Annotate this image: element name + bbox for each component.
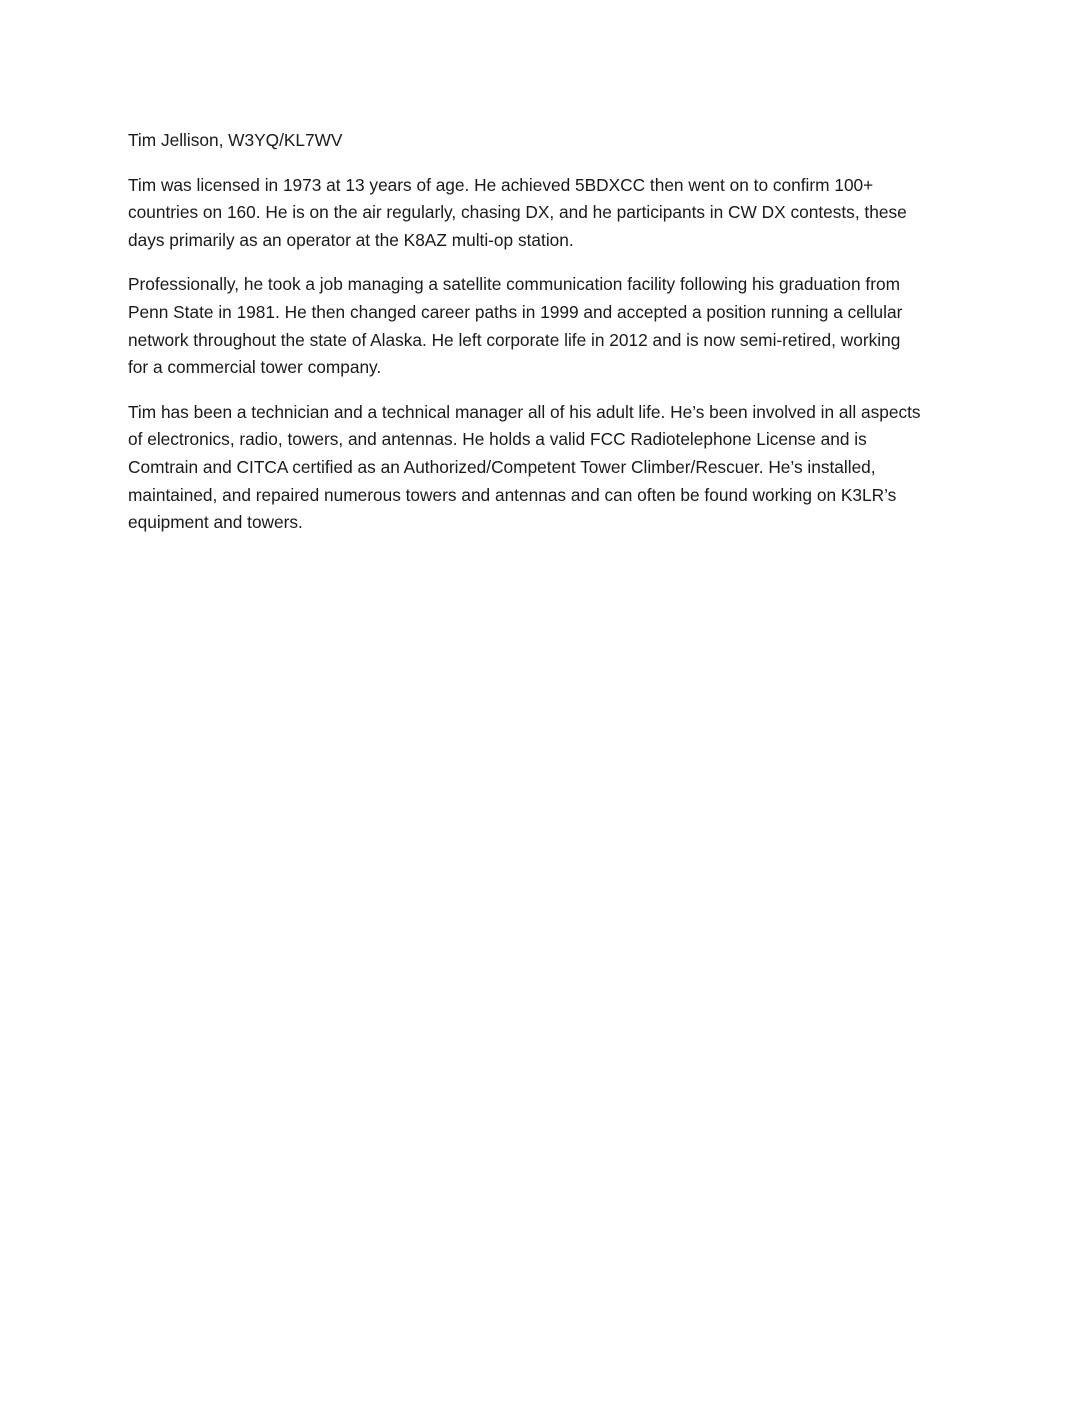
paragraph-line: Penn State in 1981. He then changed career paths in 1999 and accepted a position running a cellular xyxy=(128,301,903,322)
paragraph-line: days primarily as an operator at the K8AZ multi-op station. xyxy=(128,229,574,250)
paragraph-line: equipment and towers. xyxy=(128,512,303,533)
paragraph-line: countries on 160. He is on the air regularly, chasing DX, and he participants in CW DX contests, these xyxy=(128,202,907,223)
paragraph-line: of electronics, radio, towers, and antennas. He holds a valid FCC Radiotelephone License and is xyxy=(128,429,867,450)
paragraph-technical xyxy=(128,399,958,537)
paragraph-line: for a commercial tower company. xyxy=(128,357,382,378)
paragraph-line: network throughout the state of Alaska. He left corporate life in 2012 and is now semi-retired, working xyxy=(128,329,901,350)
document-heading: Tim Jellison, W3YQ/KL7WV xyxy=(128,130,343,150)
paragraph-line: Comtrain and CITCA certified as an Authorized/Competent Tower Climber/Rescuer. He’s installed, xyxy=(128,456,876,477)
paragraph-line: maintained, and repaired numerous towers and antennas and can often be found working on K3LR’s xyxy=(128,484,897,505)
paragraph-line: Tim has been a technician and a technical manager all of his adult life. He’s been involved in all aspects xyxy=(128,401,921,422)
paragraph-professional xyxy=(128,271,958,381)
document-body xyxy=(128,127,958,554)
paragraph-licensing xyxy=(128,172,958,255)
paragraph-line: Tim was licensed in 1973 at 13 years of age. He achieved 5BDXCC then went on to confirm 100+ xyxy=(128,174,874,195)
paragraph-line: Professionally, he took a job managing a satellite communication facility following his graduation from xyxy=(128,274,900,295)
